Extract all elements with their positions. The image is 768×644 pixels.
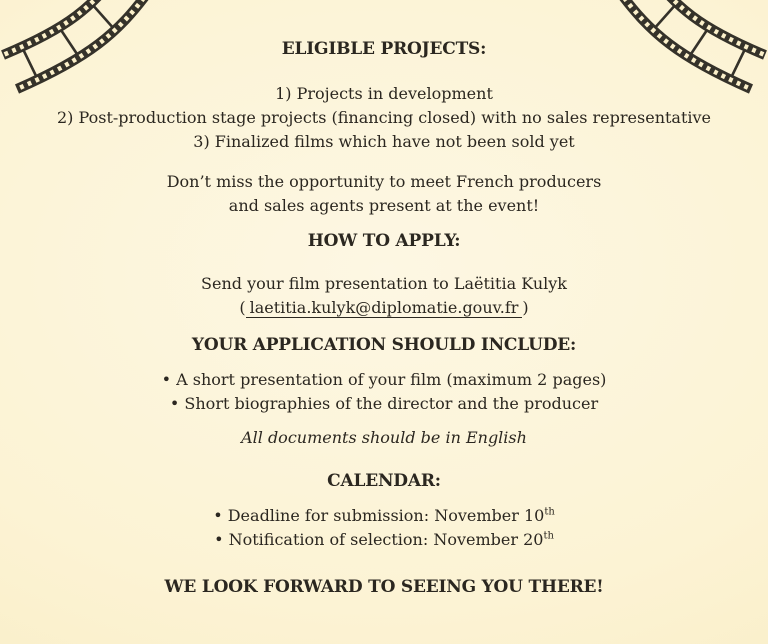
ordinal-suffix: th (543, 530, 554, 542)
invitation-paragraph (0, 170, 768, 218)
eligible-item: 2) Post-production stage projects (financing closed) with no sales representative (56, 108, 712, 127)
invitation-line: Don’t miss the opportunity to meet French producers (166, 172, 602, 191)
calendar-list (0, 504, 768, 552)
invitation-line: and sales agents present at the event! (228, 196, 540, 215)
ordinal-suffix: th (544, 506, 555, 518)
heading-calendar: CALENDAR: (327, 471, 441, 491)
documents-language-note: All documents should be in English (241, 428, 527, 447)
eligible-projects-list (0, 82, 768, 154)
eligible-item: 1) Projects in development (275, 84, 493, 103)
application-bullet-item: • A short presentation of your film (maximum 2 pages) (161, 370, 607, 389)
apply-email-line (0, 296, 768, 320)
heading-how-to-apply: HOW TO APPLY: (307, 231, 461, 251)
calendar-item-text: • Notification of selection: November 20 (214, 530, 544, 549)
heading-application-include: YOUR APPLICATION SHOULD INCLUDE: (191, 335, 577, 355)
email-paren-close: ) (522, 298, 529, 317)
calendar-item (0, 528, 768, 552)
calendar-item-text: • Deadline for submission: November 10 (213, 506, 545, 525)
email-link[interactable]: laetitia.kulyk@diplomatie.gouv.fr (246, 298, 523, 318)
application-bullet-list (0, 368, 768, 416)
closing-message: WE LOOK FORWARD TO SEEING YOU THERE! (164, 577, 604, 597)
apply-paragraph (0, 272, 768, 320)
calendar-item (0, 504, 768, 528)
application-bullet-item: • Short biographies of the director and the producer (169, 394, 599, 413)
apply-instruction: Send your film presentation to Laëtitia Kulyk (201, 274, 567, 293)
eligible-item: 3) Finalized films which have not been sold yet (193, 132, 575, 151)
heading-eligible-projects: ELIGIBLE PROJECTS: (281, 39, 487, 59)
email-paren-open: ( (239, 298, 246, 317)
